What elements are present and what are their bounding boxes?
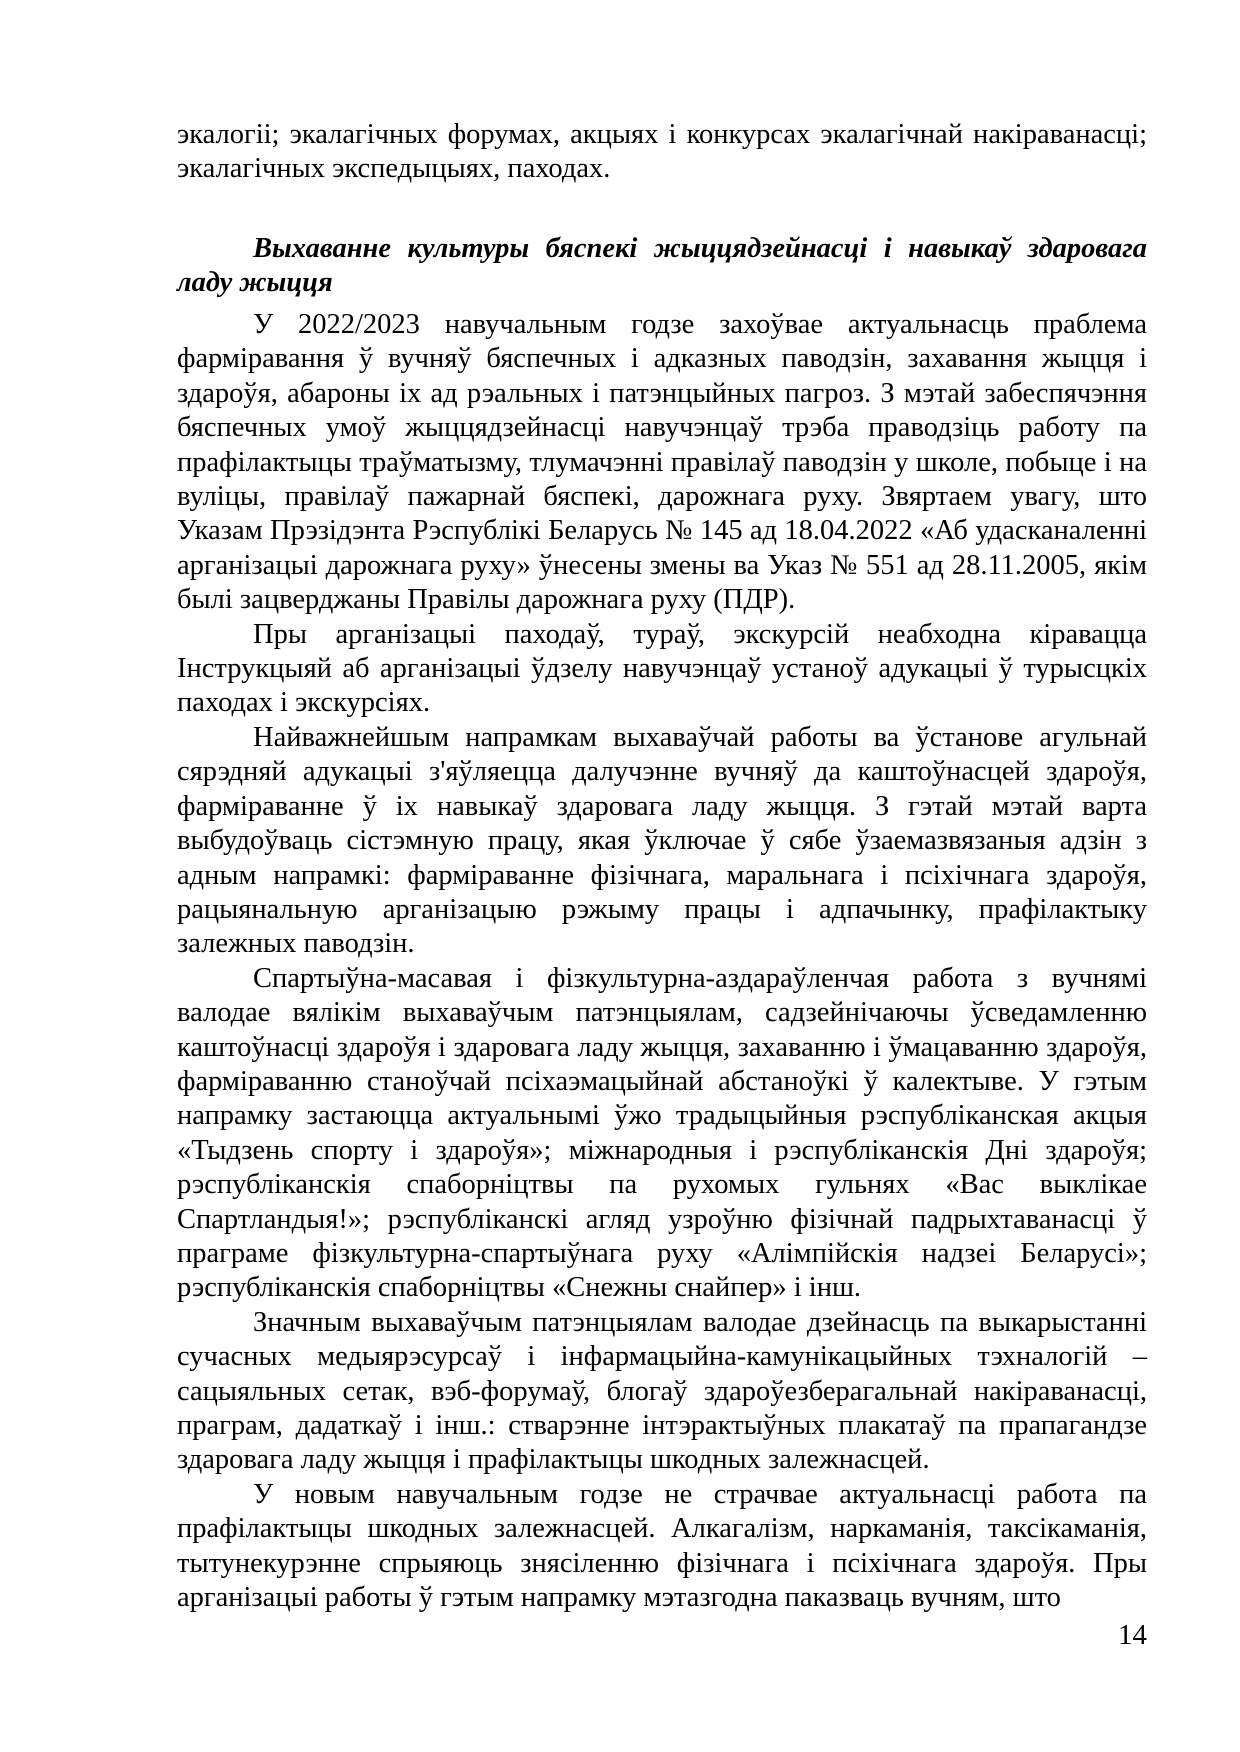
body-text [177,308,1147,1615]
paragraph-traffic-safety: У 2022/2023 навучальным годзе захоўвае актуальнасць праблема фарміравання ў вучняў бяспечных і адказных паводзін, захавання жыцця і здароўя, абароны іх ад рэальных і патэнцыйных пагроз. З мэтай забеспячэння бяспечных умоў жыццядзейнасці навучэнцаў трэба праводзіць работу па прафілактыцы траўматызму, тлумачэнні правілаў паводзін у школе, побыце і на вуліцы, правілаў пажарнай бяспекі, дарожнага руху. Звяртаем увагу, што Указам Прэзідэнта Рэспублікі Беларусь № 145 ад 18.04.2022 «Аб удасканаленні арганізацыі дарожнага руху» ўнесены змены ва Указ № 551 ад 28.11.2005, якім былі зацверджаны Правілы дарожнага руху (ПДР). [177,309,1147,616]
paragraph-sports-work: Спартыўна-масавая і фізкультурна-аздараўленчая работа з вучнямі валодае вялікім выхаваўчым патэнцыялам, садзейнічаючы ўсведамленню каштоўнасці здароўя і здаровага ладу жыцця, захаванню і ўмацаванню здароўя, фарміраванню станоўчай псіхаэмацыйнай абстаноўкі ў калектыве. У гэтым напрамку застаюцца актуальнымі ўжо традыцыйныя рэспубліканская акцыя «Тыдзень спорту і здароўя»; міжнародныя і рэспубліканскія Дні здароўя; рэспубліканскія спаборніцтвы па рухомых гульнях «Вас выклікае Спартландыя!»; рэспубліканскі агляд узроўню фізічнай падрыхтаванасці ў праграме фізкультурна-спартыўнага руху «Алімпійскія надзеі Беларусі»; рэспубліканскія спаборніцтвы «Снежны снайпер» і інш. [177,962,1147,1304]
page-number: 14 [1118,1619,1147,1651]
section-heading-text: Выхаванне культуры бяспекі жыццядзейнасці і навыкаў здаровага ладу жыцця [177,233,1147,298]
continuation-text [177,118,1147,187]
paragraph-media-resources: Значным выхаваўчым патэнцыялам валодае дзейнасць па выкарыстанні сучасных медыярэсурсаў і інфармацыйна-камунікацыйных тэхналогій – сацыяльных сетак, вэб-форумаў, блогаў здароўезберагальнай накіраванасці, праграм, дадаткаў і інш.: стварэнне інтэрактыўных плакатаў па прапагандзе здаровага ладу жыцця і прафілактыцы шкодных залежнасцей. [177,1306,1147,1476]
paragraph-addiction-prevention: У новым навучальным годзе не страчвае актуальнасці работа па прафілактыцы шкодных залежнасцей. Алкагалізм, наркаманія, таксікаманія, тытунекурэнне спрыяюць знясіленню фізічнага і псіхічнага здароўя. Пры арганізацыі работы ў гэтым напрамку мэтазгодна паказваць вучням, што [177,1478,1147,1614]
section-heading [177,232,1147,300]
paragraph-hiking-trips: Пры арганізацыі паходаў, тураў, экскурсій неабходна кіравацца Інструкцыяй аб арганізацыі ўдзелу навучэнцаў устаноў адукацыі ў турысцкіх паходах і экскурсіях. [177,618,1147,719]
continuation-paragraph: экалогіі; экалагічных форумах, акцыях і конкурсах экалагічнай накіраванасці; экалагічных экспедыцыях, паходах. [177,119,1147,185]
paragraph-healthy-lifestyle: Найважнейшым напрамкам выхаваўчай работы ва ўстанове агульнай сярэдняй адукацыі з'яўляецца далучэнне вучняў да каштоўнасцей здароўя, фарміраванне ў іх навыкаў здаровага ладу жыцця. З гэтай мэтай варта выбудоўваць сістэмную працу, якая ўключае ў сябе ўзаемазвязаныя адзін з адным напрамкі: фарміраванне фізічнага, маральнага і псіхічнага здароўя, рацыянальную арганізацыю рэжыму працы і адпачынку, прафілактыку залежных паводзін. [177,721,1147,960]
